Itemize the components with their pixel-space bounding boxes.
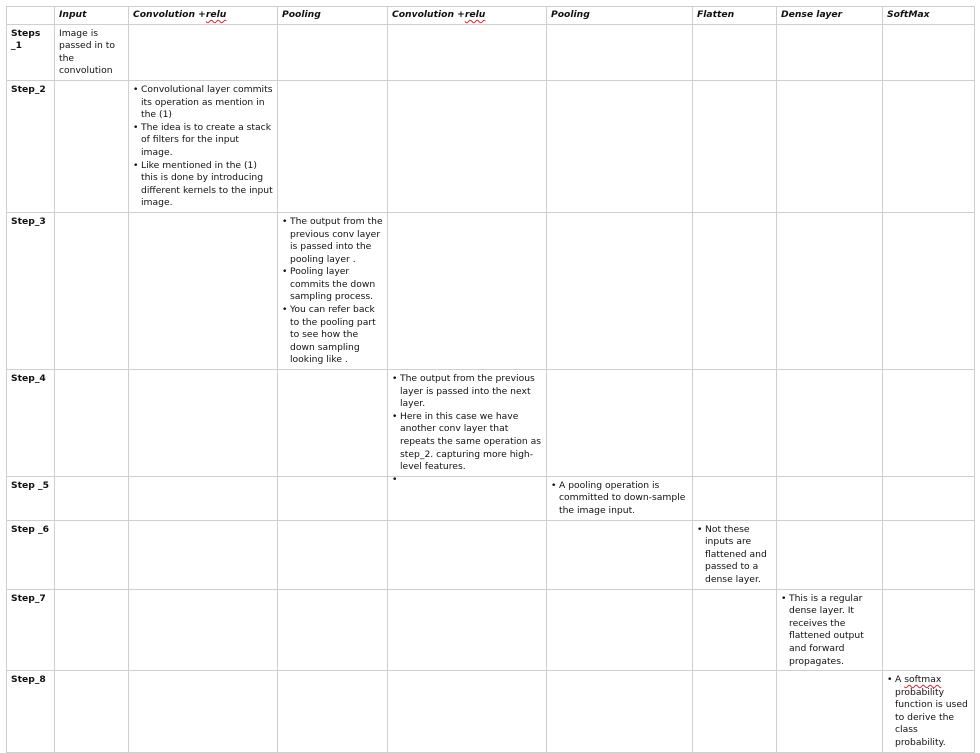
table-cell	[55, 24, 129, 80]
row-label: Step_7	[7, 589, 55, 671]
row-label: Step_2	[7, 80, 55, 212]
bullet-item: • Pooling layer commits the down sampling process.	[282, 266, 383, 304]
bullet-item: • The output from the previous conv layer is passed into the pooling layer .	[282, 216, 383, 266]
table-body	[7, 24, 975, 752]
table-cell	[777, 80, 883, 212]
column-header-dense-layer: Dense layer	[777, 7, 883, 25]
bullet-list	[133, 84, 273, 210]
table-row	[7, 24, 975, 80]
table-cell	[777, 671, 883, 753]
table-cell	[278, 370, 388, 477]
table-cell	[55, 212, 129, 369]
table-cell	[777, 370, 883, 477]
bullet-item: • Here in this case we have another conv layer that repeats the same operation as step_2. capturing more high-level features.	[392, 411, 542, 474]
table-cell	[55, 80, 129, 212]
table-cell	[278, 671, 388, 753]
column-header-pooling-2: Pooling	[547, 7, 693, 25]
bullet-item: • The output from the previous layer is passed into the next layer.	[392, 373, 542, 411]
table-cell	[883, 212, 975, 369]
table-cell	[388, 476, 547, 520]
row-label: Step _5	[7, 476, 55, 520]
row-label: Step_8	[7, 671, 55, 753]
table-cell	[693, 671, 777, 753]
table-cell	[388, 80, 547, 212]
header-row	[7, 7, 975, 25]
bullet-item: • Convolutional layer commits its operation as mention in the (1)	[133, 84, 273, 122]
table-cell	[883, 520, 975, 589]
table-cell	[388, 370, 547, 477]
table-cell	[883, 671, 975, 753]
table-cell	[129, 370, 278, 477]
table-cell	[278, 80, 388, 212]
bullet-item: • Like mentioned in the (1) this is done by introducing different kernels to the input image.	[133, 160, 273, 210]
table-cell	[129, 80, 278, 212]
table-cell	[278, 212, 388, 369]
row-label: Step_3	[7, 212, 55, 369]
column-header-convolution-relu-2: Convolution +relu	[388, 7, 547, 25]
row-label: Step _6	[7, 520, 55, 589]
table-cell	[777, 24, 883, 80]
column-header-softmax: SoftMax	[883, 7, 975, 25]
table-cell	[278, 24, 388, 80]
column-header-convolution-relu-1: Convolution +relu	[129, 7, 278, 25]
table-cell	[129, 671, 278, 753]
bullet-item: • This is a regular dense layer. It receives the flattened output and forward propagates.	[781, 593, 878, 669]
table-row	[7, 212, 975, 369]
bullet-item: • You can refer back to the pooling part to see how the down sampling looking like .	[282, 304, 383, 367]
table-cell	[55, 671, 129, 753]
table-cell	[547, 212, 693, 369]
table-cell	[883, 24, 975, 80]
bullet-list	[282, 216, 383, 367]
table-cell	[55, 476, 129, 520]
row-label: Steps _1	[7, 24, 55, 80]
column-header-flatten: Flatten	[693, 7, 777, 25]
table-cell	[693, 24, 777, 80]
row-label: Step_4	[7, 370, 55, 477]
table-cell	[777, 520, 883, 589]
table-cell	[693, 80, 777, 212]
bullet-item: • The idea is to create a stack of filters for the input image.	[133, 122, 273, 160]
table-cell	[883, 476, 975, 520]
bullet-item: • A pooling operation is committed to down-sample the image input.	[551, 480, 688, 518]
table-cell	[129, 520, 278, 589]
table-cell	[883, 80, 975, 212]
column-header-input: Input	[55, 7, 129, 25]
spellcheck-underline: relu	[205, 9, 227, 20]
table-cell	[883, 370, 975, 477]
table-cell	[388, 24, 547, 80]
spellcheck-underline: softmax	[904, 674, 942, 686]
table-cell	[547, 476, 693, 520]
steps-table	[6, 6, 975, 753]
table-row	[7, 370, 975, 477]
table-cell	[547, 370, 693, 477]
bullet-item: • Not these inputs are flattened and passed to a dense layer.	[697, 524, 772, 587]
table-cell	[777, 476, 883, 520]
cell-text: Image is passed in to the convolution	[59, 27, 115, 77]
table-cell	[777, 212, 883, 369]
table-cell	[547, 520, 693, 589]
table-cell	[547, 80, 693, 212]
table-cell	[129, 24, 278, 80]
table-cell	[547, 24, 693, 80]
table-cell	[388, 212, 547, 369]
table-row	[7, 671, 975, 753]
table-cell	[693, 520, 777, 589]
table-cell	[278, 476, 388, 520]
table-row	[7, 476, 975, 520]
spellcheck-underline: relu	[464, 9, 486, 20]
table-cell	[55, 370, 129, 477]
bullet-list	[781, 593, 878, 669]
bullet-list	[551, 480, 688, 518]
bullet-list	[887, 674, 970, 750]
table-cell	[693, 370, 777, 477]
table-cell	[693, 212, 777, 369]
table-cell	[693, 476, 777, 520]
bullet-item: • A softmax probability function is used to derive the class probability.	[887, 674, 970, 750]
table-cell	[129, 212, 278, 369]
table-cell	[129, 476, 278, 520]
table-cell	[388, 520, 547, 589]
bullet-list	[697, 524, 772, 587]
table-cell	[547, 671, 693, 753]
table-cell	[55, 520, 129, 589]
column-header-pooling-1: Pooling	[278, 7, 388, 25]
table-row	[7, 520, 975, 589]
table-cell	[388, 671, 547, 753]
column-header-corner	[7, 7, 55, 25]
bullet-list	[392, 373, 542, 474]
table-row	[7, 80, 975, 212]
table-cell	[278, 520, 388, 589]
